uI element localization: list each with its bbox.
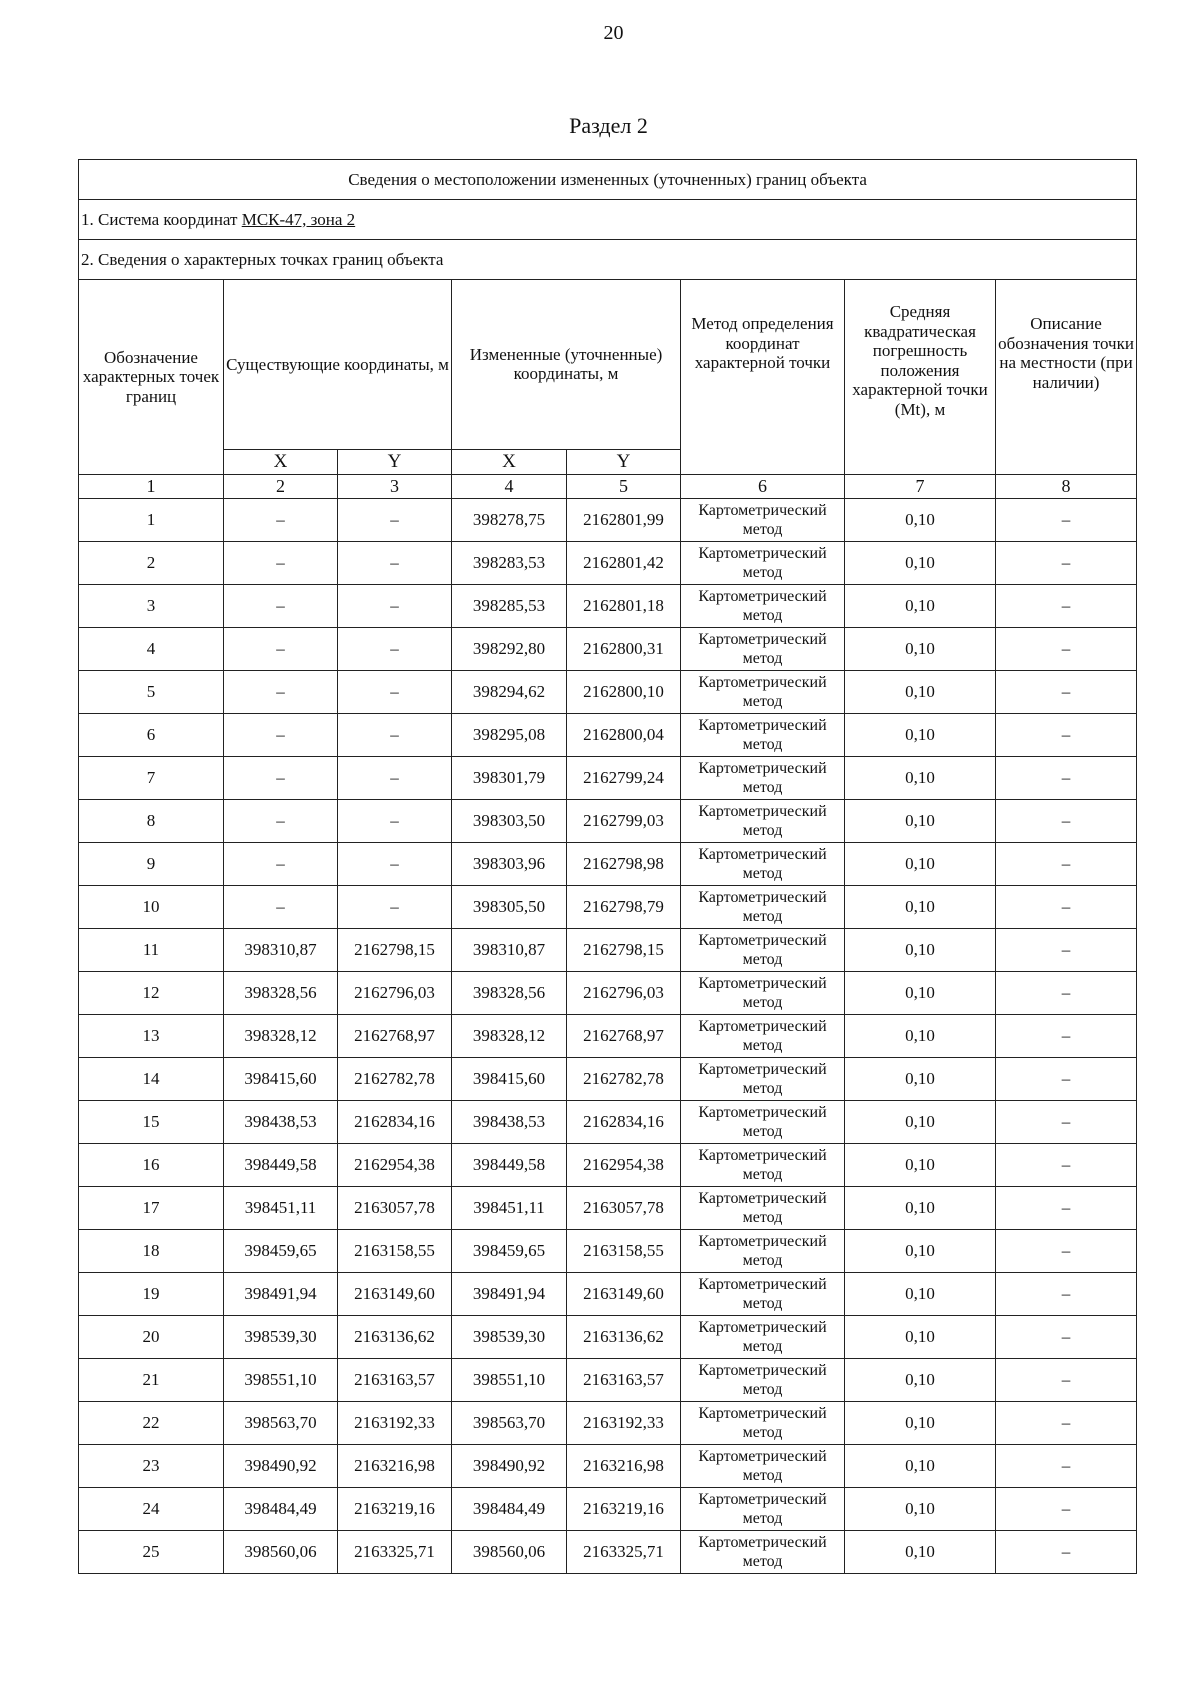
header-existing-coords: Существующие координаты, м xyxy=(224,280,452,450)
existing-x-cell: 398539,30 xyxy=(224,1316,338,1359)
method-cell: Картометрический метод xyxy=(681,542,845,585)
rms-error-cell: 0,10 xyxy=(845,1187,996,1230)
table-row xyxy=(79,929,1137,972)
updated-y-cell: 2162834,16 xyxy=(567,1101,681,1144)
method-cell: Картометрический метод xyxy=(681,1058,845,1101)
existing-y-cell: – xyxy=(338,800,452,843)
point-number-cell: 9 xyxy=(79,843,224,886)
updated-y-cell: 2162798,98 xyxy=(567,843,681,886)
point-number-cell: 1 xyxy=(79,499,224,542)
table-title: Сведения о местоположении измененных (уточненных) границ объекта xyxy=(79,160,1137,200)
updated-x-cell: 398292,80 xyxy=(452,628,567,671)
method-cell: Картометрический метод xyxy=(681,800,845,843)
column-number: 6 xyxy=(681,475,845,499)
existing-x-cell: – xyxy=(224,499,338,542)
existing-y-cell: 2163149,60 xyxy=(338,1273,452,1316)
existing-y-cell: – xyxy=(338,757,452,800)
description-cell: – xyxy=(996,1316,1137,1359)
updated-y-cell: 2162799,03 xyxy=(567,800,681,843)
updated-y-cell: 2162798,15 xyxy=(567,929,681,972)
table-row xyxy=(79,1488,1137,1531)
method-cell: Картометрический метод xyxy=(681,585,845,628)
rms-error-cell: 0,10 xyxy=(845,1531,996,1574)
updated-x-cell: 398415,60 xyxy=(452,1058,567,1101)
boundary-points-table xyxy=(78,159,1137,1574)
description-cell: – xyxy=(996,1531,1137,1574)
updated-y-cell: 2162954,38 xyxy=(567,1144,681,1187)
table-row xyxy=(79,1445,1137,1488)
updated-x-cell: 398484,49 xyxy=(452,1488,567,1531)
existing-x-cell: 398491,94 xyxy=(224,1273,338,1316)
method-cell: Картометрический метод xyxy=(681,1101,845,1144)
updated-y-cell: 2163163,57 xyxy=(567,1359,681,1402)
updated-y-cell: 2163057,78 xyxy=(567,1187,681,1230)
rms-error-cell: 0,10 xyxy=(845,1015,996,1058)
existing-y-cell: 2162798,15 xyxy=(338,929,452,972)
description-cell: – xyxy=(996,1402,1137,1445)
rms-error-cell: 0,10 xyxy=(845,542,996,585)
column-number: 1 xyxy=(79,475,224,499)
existing-x-cell: – xyxy=(224,843,338,886)
updated-x-cell: 398310,87 xyxy=(452,929,567,972)
existing-y-cell: 2162954,38 xyxy=(338,1144,452,1187)
description-cell: – xyxy=(996,499,1137,542)
updated-x-cell: 398551,10 xyxy=(452,1359,567,1402)
rms-error-cell: 0,10 xyxy=(845,499,996,542)
rms-error-cell: 0,10 xyxy=(845,1402,996,1445)
rms-error-cell: 0,10 xyxy=(845,671,996,714)
method-cell: Картометрический метод xyxy=(681,1488,845,1531)
description-cell: – xyxy=(996,1488,1137,1531)
updated-y-cell: 2162800,31 xyxy=(567,628,681,671)
rms-error-cell: 0,10 xyxy=(845,1273,996,1316)
table-row xyxy=(79,585,1137,628)
existing-x-cell: 398551,10 xyxy=(224,1359,338,1402)
header-existing-x: X xyxy=(224,449,338,474)
method-cell: Картометрический метод xyxy=(681,1144,845,1187)
existing-y-cell: 2163216,98 xyxy=(338,1445,452,1488)
method-cell: Картометрический метод xyxy=(681,499,845,542)
updated-y-cell: 2163149,60 xyxy=(567,1273,681,1316)
updated-x-cell: 398449,58 xyxy=(452,1144,567,1187)
point-number-cell: 5 xyxy=(79,671,224,714)
point-number-cell: 19 xyxy=(79,1273,224,1316)
point-number-cell: 25 xyxy=(79,1531,224,1574)
column-number: 7 xyxy=(845,475,996,499)
rms-error-cell: 0,10 xyxy=(845,585,996,628)
method-cell: Картометрический метод xyxy=(681,1187,845,1230)
description-cell: – xyxy=(996,1015,1137,1058)
point-number-cell: 15 xyxy=(79,1101,224,1144)
existing-y-cell: 2163057,78 xyxy=(338,1187,452,1230)
existing-x-cell: 398490,92 xyxy=(224,1445,338,1488)
rms-error-cell: 0,10 xyxy=(845,1359,996,1402)
method-cell: Картометрический метод xyxy=(681,886,845,929)
method-cell: Картометрический метод xyxy=(681,671,845,714)
existing-x-cell: 398459,65 xyxy=(224,1230,338,1273)
point-number-cell: 8 xyxy=(79,800,224,843)
rms-error-cell: 0,10 xyxy=(845,1445,996,1488)
description-cell: – xyxy=(996,1058,1137,1101)
updated-y-cell: 2162801,18 xyxy=(567,585,681,628)
description-cell: – xyxy=(996,585,1137,628)
point-number-cell: 20 xyxy=(79,1316,224,1359)
method-cell: Картометрический метод xyxy=(681,757,845,800)
table-row xyxy=(79,542,1137,585)
rms-error-cell: 0,10 xyxy=(845,929,996,972)
method-cell: Картометрический метод xyxy=(681,843,845,886)
table-row xyxy=(79,843,1137,886)
point-number-cell: 4 xyxy=(79,628,224,671)
description-cell: – xyxy=(996,757,1137,800)
updated-x-cell: 398328,12 xyxy=(452,1015,567,1058)
column-number: 4 xyxy=(452,475,567,499)
updated-x-cell: 398563,70 xyxy=(452,1402,567,1445)
header-updated-y: Y xyxy=(567,449,681,474)
existing-x-cell: – xyxy=(224,757,338,800)
points-heading: 2. Сведения о характерных точках границ объекта xyxy=(79,240,1137,280)
existing-x-cell: 398563,70 xyxy=(224,1402,338,1445)
method-cell: Картометрический метод xyxy=(681,1445,845,1488)
existing-y-cell: – xyxy=(338,671,452,714)
point-number-cell: 6 xyxy=(79,714,224,757)
description-cell: – xyxy=(996,972,1137,1015)
point-number-cell: 11 xyxy=(79,929,224,972)
method-cell: Картометрический метод xyxy=(681,1531,845,1574)
table-row xyxy=(79,886,1137,929)
updated-x-cell: 398294,62 xyxy=(452,671,567,714)
method-cell: Картометрический метод xyxy=(681,1015,845,1058)
updated-x-cell: 398301,79 xyxy=(452,757,567,800)
header-rms-error: Средняя квадратическая погрешность положения характерной точки (Mt), м xyxy=(845,280,996,475)
updated-x-cell: 398283,53 xyxy=(452,542,567,585)
column-number: 5 xyxy=(567,475,681,499)
description-cell: – xyxy=(996,671,1137,714)
description-cell: – xyxy=(996,1230,1137,1273)
section-title: Раздел 2 xyxy=(569,113,648,138)
updated-x-cell: 398459,65 xyxy=(452,1230,567,1273)
updated-y-cell: 2162801,99 xyxy=(567,499,681,542)
description-cell: – xyxy=(996,800,1137,843)
table-row xyxy=(79,1144,1137,1187)
header-updated-x: X xyxy=(452,449,567,474)
point-number-cell: 2 xyxy=(79,542,224,585)
existing-x-cell: – xyxy=(224,886,338,929)
updated-y-cell: 2163192,33 xyxy=(567,1402,681,1445)
existing-x-cell: 398484,49 xyxy=(224,1488,338,1531)
description-cell: – xyxy=(996,628,1137,671)
rms-error-cell: 0,10 xyxy=(845,1144,996,1187)
updated-y-cell: 2162796,03 xyxy=(567,972,681,1015)
updated-x-cell: 398560,06 xyxy=(452,1531,567,1574)
existing-x-cell: 398328,12 xyxy=(224,1015,338,1058)
existing-y-cell: 2162782,78 xyxy=(338,1058,452,1101)
existing-y-cell: 2163163,57 xyxy=(338,1359,452,1402)
rms-error-cell: 0,10 xyxy=(845,1230,996,1273)
point-number-cell: 3 xyxy=(79,585,224,628)
table-row xyxy=(79,1058,1137,1101)
existing-y-cell: – xyxy=(338,714,452,757)
method-cell: Картометрический метод xyxy=(681,628,845,671)
description-cell: – xyxy=(996,843,1137,886)
rms-error-cell: 0,10 xyxy=(845,800,996,843)
method-cell: Картометрический метод xyxy=(681,972,845,1015)
updated-x-cell: 398438,53 xyxy=(452,1101,567,1144)
description-cell: – xyxy=(996,886,1137,929)
updated-x-cell: 398303,50 xyxy=(452,800,567,843)
table-row xyxy=(79,1273,1137,1316)
method-cell: Картометрический метод xyxy=(681,1402,845,1445)
rms-error-cell: 0,10 xyxy=(845,886,996,929)
updated-x-cell: 398278,75 xyxy=(452,499,567,542)
point-number-cell: 24 xyxy=(79,1488,224,1531)
rms-error-cell: 0,10 xyxy=(845,628,996,671)
point-number-cell: 13 xyxy=(79,1015,224,1058)
existing-x-cell: – xyxy=(224,628,338,671)
existing-x-cell: – xyxy=(224,800,338,843)
column-number: 8 xyxy=(996,475,1137,499)
existing-y-cell: 2163136,62 xyxy=(338,1316,452,1359)
description-cell: – xyxy=(996,1101,1137,1144)
updated-y-cell: 2162768,97 xyxy=(567,1015,681,1058)
table-row xyxy=(79,714,1137,757)
description-cell: – xyxy=(996,1273,1137,1316)
method-cell: Картометрический метод xyxy=(681,1316,845,1359)
rms-error-cell: 0,10 xyxy=(845,843,996,886)
updated-x-cell: 398303,96 xyxy=(452,843,567,886)
column-number: 3 xyxy=(338,475,452,499)
existing-x-cell: 398310,87 xyxy=(224,929,338,972)
updated-y-cell: 2162800,10 xyxy=(567,671,681,714)
updated-x-cell: 398285,53 xyxy=(452,585,567,628)
table-row xyxy=(79,1015,1137,1058)
existing-x-cell: – xyxy=(224,542,338,585)
updated-x-cell: 398539,30 xyxy=(452,1316,567,1359)
updated-y-cell: 2162799,24 xyxy=(567,757,681,800)
rms-error-cell: 0,10 xyxy=(845,1488,996,1531)
rms-error-cell: 0,10 xyxy=(845,972,996,1015)
updated-x-cell: 398451,11 xyxy=(452,1187,567,1230)
existing-y-cell: – xyxy=(338,843,452,886)
updated-x-cell: 398295,08 xyxy=(452,714,567,757)
existing-x-cell: 398449,58 xyxy=(224,1144,338,1187)
existing-y-cell: 2162834,16 xyxy=(338,1101,452,1144)
column-number: 2 xyxy=(224,475,338,499)
existing-y-cell: – xyxy=(338,499,452,542)
updated-y-cell: 2163216,98 xyxy=(567,1445,681,1488)
existing-x-cell: 398560,06 xyxy=(224,1531,338,1574)
point-number-cell: 18 xyxy=(79,1230,224,1273)
method-cell: Картометрический метод xyxy=(681,1273,845,1316)
table-row xyxy=(79,1531,1137,1574)
coordinate-system-value: МСК-47, зона 2 xyxy=(241,209,356,229)
method-cell: Картометрический метод xyxy=(681,929,845,972)
point-number-cell: 22 xyxy=(79,1402,224,1445)
coordinate-system-label: 1. Система координат xyxy=(81,209,242,229)
updated-x-cell: 398328,56 xyxy=(452,972,567,1015)
updated-y-cell: 2162801,42 xyxy=(567,542,681,585)
table-row xyxy=(79,800,1137,843)
existing-y-cell: 2163158,55 xyxy=(338,1230,452,1273)
header-method: Метод определения координат характерной точки xyxy=(681,280,845,475)
updated-y-cell: 2162800,04 xyxy=(567,714,681,757)
description-cell: – xyxy=(996,714,1137,757)
updated-x-cell: 398305,50 xyxy=(452,886,567,929)
updated-x-cell: 398490,92 xyxy=(452,1445,567,1488)
existing-x-cell: – xyxy=(224,585,338,628)
existing-y-cell: – xyxy=(338,585,452,628)
header-point-designation: Обозначение характерных точек границ xyxy=(79,280,224,475)
point-number-cell: 10 xyxy=(79,886,224,929)
table-row xyxy=(79,671,1137,714)
description-cell: – xyxy=(996,1187,1137,1230)
point-number-cell: 14 xyxy=(79,1058,224,1101)
existing-y-cell: 2163192,33 xyxy=(338,1402,452,1445)
updated-x-cell: 398491,94 xyxy=(452,1273,567,1316)
table-row xyxy=(79,1187,1137,1230)
table-row xyxy=(79,628,1137,671)
method-cell: Картометрический метод xyxy=(681,1359,845,1402)
table-row xyxy=(79,499,1137,542)
rms-error-cell: 0,10 xyxy=(845,1101,996,1144)
existing-y-cell: – xyxy=(338,542,452,585)
point-number-cell: 12 xyxy=(79,972,224,1015)
table-row xyxy=(79,1402,1137,1445)
point-number-cell: 21 xyxy=(79,1359,224,1402)
table-row xyxy=(79,972,1137,1015)
existing-y-cell: 2163325,71 xyxy=(338,1531,452,1574)
updated-y-cell: 2162782,78 xyxy=(567,1058,681,1101)
table-row xyxy=(79,1316,1137,1359)
rms-error-cell: 0,10 xyxy=(845,714,996,757)
page-number: 20 xyxy=(603,22,624,44)
updated-y-cell: 2162798,79 xyxy=(567,886,681,929)
rms-error-cell: 0,10 xyxy=(845,1316,996,1359)
existing-y-cell: – xyxy=(338,886,452,929)
coordinate-system-line xyxy=(79,200,1137,240)
existing-y-cell: 2162796,03 xyxy=(338,972,452,1015)
existing-x-cell: 398415,60 xyxy=(224,1058,338,1101)
description-cell: – xyxy=(996,1445,1137,1488)
method-cell: Картометрический метод xyxy=(681,1230,845,1273)
existing-x-cell: 398451,11 xyxy=(224,1187,338,1230)
rms-error-cell: 0,10 xyxy=(845,1058,996,1101)
description-cell: – xyxy=(996,542,1137,585)
table-row xyxy=(79,1230,1137,1273)
existing-y-cell: 2162768,97 xyxy=(338,1015,452,1058)
header-description: Описание обозначения точки на местности (при наличии) xyxy=(996,280,1137,475)
existing-x-cell: – xyxy=(224,714,338,757)
description-cell: – xyxy=(996,1359,1137,1402)
point-number-cell: 7 xyxy=(79,757,224,800)
description-cell: – xyxy=(996,1144,1137,1187)
existing-y-cell: – xyxy=(338,628,452,671)
table-row xyxy=(79,1359,1137,1402)
updated-y-cell: 2163136,62 xyxy=(567,1316,681,1359)
point-number-cell: 23 xyxy=(79,1445,224,1488)
updated-y-cell: 2163325,71 xyxy=(567,1531,681,1574)
rms-error-cell: 0,10 xyxy=(845,757,996,800)
existing-x-cell: – xyxy=(224,671,338,714)
column-numbers-row xyxy=(79,475,1137,499)
method-cell: Картометрический метод xyxy=(681,714,845,757)
point-number-cell: 17 xyxy=(79,1187,224,1230)
header-updated-coords: Измененные (уточненные) координаты, м xyxy=(452,280,681,450)
description-cell: – xyxy=(996,929,1137,972)
table-row xyxy=(79,1101,1137,1144)
table-row xyxy=(79,757,1137,800)
updated-y-cell: 2163158,55 xyxy=(567,1230,681,1273)
existing-x-cell: 398438,53 xyxy=(224,1101,338,1144)
updated-y-cell: 2163219,16 xyxy=(567,1488,681,1531)
header-existing-y: Y xyxy=(338,449,452,474)
point-number-cell: 16 xyxy=(79,1144,224,1187)
existing-y-cell: 2163219,16 xyxy=(338,1488,452,1531)
existing-x-cell: 398328,56 xyxy=(224,972,338,1015)
